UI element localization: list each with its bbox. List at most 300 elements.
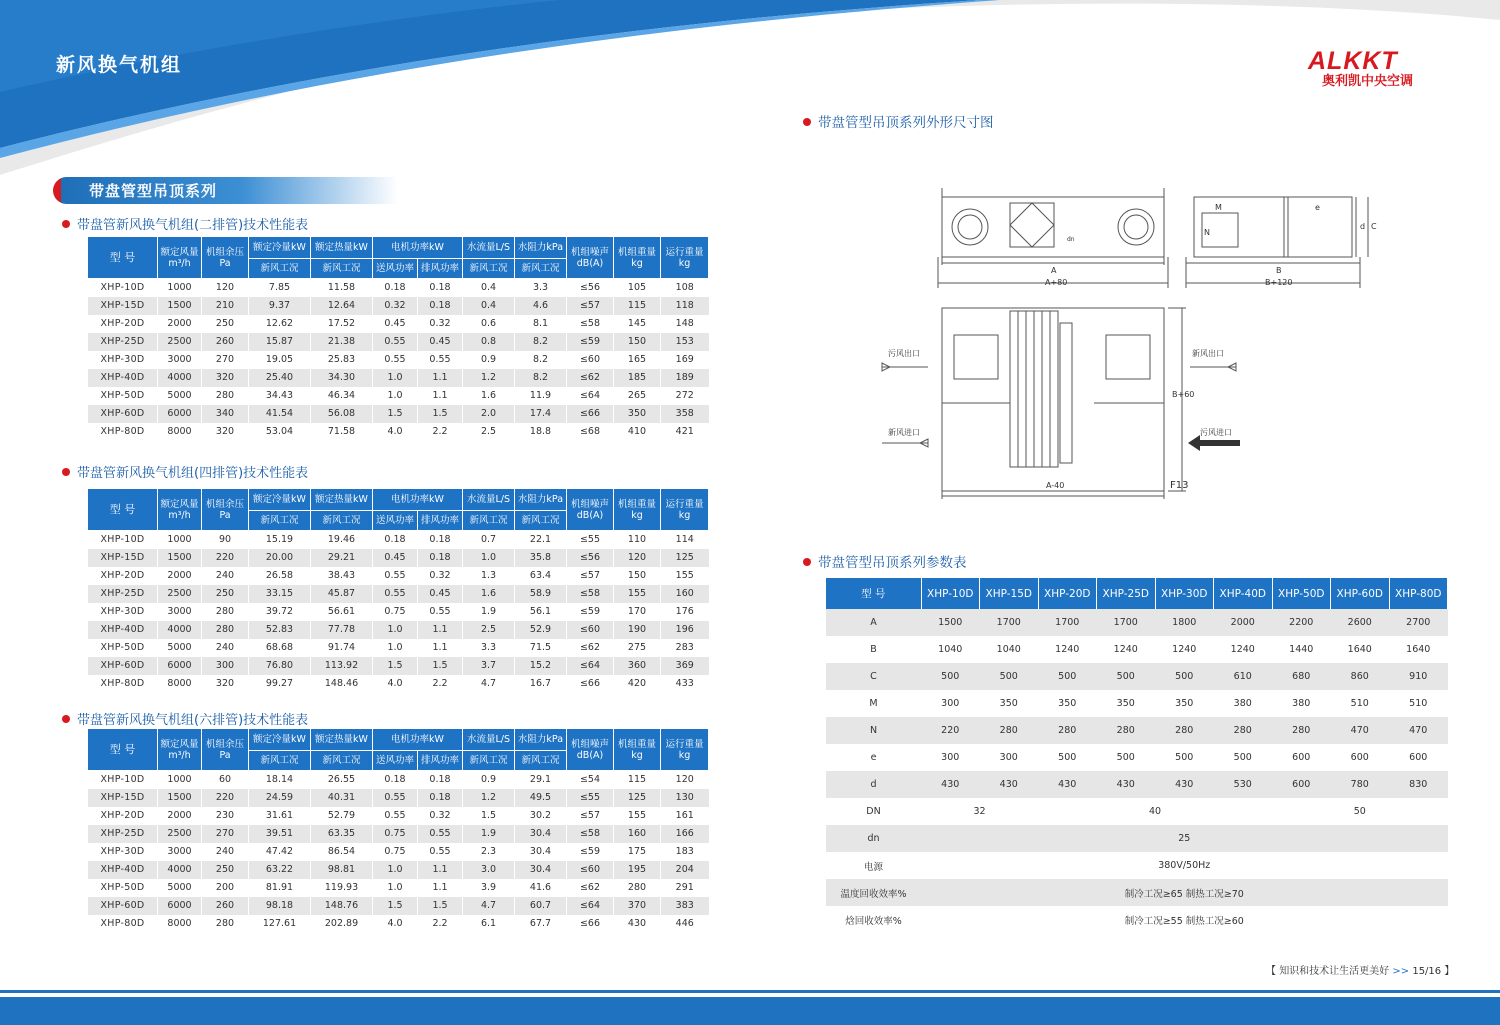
table-cell: 0.18	[418, 789, 463, 807]
table-cell: 170	[614, 603, 661, 621]
params-cell: 430	[980, 771, 1039, 798]
table-cell: ≤68	[567, 423, 614, 441]
table-row	[88, 351, 709, 369]
table-cell: 5000	[158, 387, 202, 405]
header-motor: 电机功率kW	[373, 729, 463, 751]
table-cell: 6000	[158, 405, 202, 423]
header-water-flow: 水流量L/S	[463, 489, 515, 511]
params-cell: 430	[921, 771, 980, 798]
table-cell: 119.93	[311, 879, 373, 897]
dim-label-m: M	[1215, 203, 1222, 212]
bullet-dot-icon	[62, 715, 70, 723]
table-cell: 60.7	[515, 897, 567, 915]
table-cell: 2500	[158, 585, 202, 603]
table-cell: 3.3	[515, 279, 567, 297]
table-cell: 1.5	[373, 405, 418, 423]
table-cell: 0.45	[418, 585, 463, 603]
table-cell: 127.61	[249, 915, 311, 933]
table-row	[88, 861, 709, 879]
params-cell: 380	[1214, 690, 1273, 717]
header-weight: 机组重量 kg	[614, 729, 661, 771]
table-cell: 130	[661, 789, 709, 807]
params-cell: 430	[1038, 771, 1097, 798]
table-cell: 9.37	[249, 297, 311, 315]
table-cell: XHP-80D	[88, 915, 158, 933]
table-cell: 41.54	[249, 405, 311, 423]
fresh-out-arrow-icon	[1190, 363, 1236, 371]
table-cell: 148.76	[311, 897, 373, 915]
table-cell: 1.0	[463, 549, 515, 567]
table-cell: 1.6	[463, 387, 515, 405]
params-cell: 500	[1038, 744, 1097, 771]
table-cell: 1.0	[373, 621, 418, 639]
params-cell: 280	[1155, 717, 1214, 744]
params-cell: 2000	[1214, 609, 1273, 636]
params-cell: 280	[980, 717, 1039, 744]
table-cell: 1.1	[418, 387, 463, 405]
table-cell: 0.32	[418, 567, 463, 585]
table-cell: 0.75	[373, 843, 418, 861]
params-cell: 910	[1389, 663, 1448, 690]
params-row-dn-small	[826, 825, 1448, 852]
table-cell: 4.7	[463, 897, 515, 915]
params-cell: 40	[1038, 798, 1272, 825]
table-cell: 38.43	[311, 567, 373, 585]
table-cell: 196	[661, 621, 709, 639]
subheader-fresh: 新风工况	[311, 751, 373, 771]
table-cell: 1.1	[418, 639, 463, 657]
header-noise: 机组噪声 dB(A)	[567, 729, 614, 771]
table-cell: XHP-30D	[88, 843, 158, 861]
header-weight: 机组重量 kg	[614, 237, 661, 279]
table-cell: 0.7	[463, 531, 515, 549]
params-cell: 430	[1155, 771, 1214, 798]
table-cell: 91.74	[311, 639, 373, 657]
params-cell-label: e	[826, 744, 921, 771]
table-row	[88, 843, 709, 861]
params-cell: 1640	[1331, 636, 1390, 663]
params-cell: 500	[921, 663, 980, 690]
table-cell: 195	[614, 861, 661, 879]
table-cell: 34.30	[311, 369, 373, 387]
params-cell: 380	[1272, 690, 1331, 717]
table-cell: ≤56	[567, 279, 614, 297]
table-cell: XHP-50D	[88, 879, 158, 897]
dim-label-c: C	[1371, 222, 1377, 231]
brand-name: 奥利凯中央空调	[1322, 74, 1414, 89]
label-exhaust-out: 污风出口	[888, 349, 920, 358]
table-cell: ≤59	[567, 333, 614, 351]
params-cell-label: DN	[826, 798, 921, 825]
table-cell: 1.0	[373, 639, 418, 657]
table-cell: 160	[614, 825, 661, 843]
table-cell: XHP-30D	[88, 351, 158, 369]
params-cell-label: 温度回收效率%	[826, 879, 921, 906]
params-cell: 830	[1389, 771, 1448, 798]
table-cell: ≤64	[567, 387, 614, 405]
table-row	[88, 279, 709, 297]
table-cell: ≤58	[567, 315, 614, 333]
params-cell: 500	[1038, 663, 1097, 690]
params-cell: 1240	[1214, 636, 1273, 663]
table-cell: ≤54	[567, 771, 614, 789]
header-water-flow: 水流量L/S	[463, 237, 515, 259]
table-row	[88, 387, 709, 405]
table-cell: ≤66	[567, 915, 614, 933]
table-cell: 145	[614, 315, 661, 333]
table-cell: XHP-60D	[88, 405, 158, 423]
table-cell: 2000	[158, 567, 202, 585]
params-row	[826, 771, 1448, 798]
footer-arrows: >>	[1392, 966, 1410, 977]
table-row	[88, 639, 709, 657]
table-cell: 17.4	[515, 405, 567, 423]
table-cell: 4.7	[463, 675, 515, 693]
header-water-resist: 水阻力kPa	[515, 729, 567, 751]
table-cell: ≤66	[567, 675, 614, 693]
table-cell: 0.45	[373, 315, 418, 333]
table-cell: 39.51	[249, 825, 311, 843]
subheading-text: 带盘管新风换气机组(二排管)技术性能表	[77, 218, 309, 233]
top-view-body	[942, 197, 1164, 257]
table-cell: 81.91	[249, 879, 311, 897]
table-cell: 1.5	[418, 657, 463, 675]
header-heating: 额定热量kW	[311, 489, 373, 511]
header-heating: 额定热量kW	[311, 237, 373, 259]
table-cell: 320	[202, 369, 249, 387]
table-cell: 53.04	[249, 423, 311, 441]
table-cell: 8.2	[515, 351, 567, 369]
table-cell: ≤58	[567, 585, 614, 603]
table-cell: 160	[661, 585, 709, 603]
header-water-resist: 水阻力kPa	[515, 489, 567, 511]
table-cell: 430	[614, 915, 661, 933]
table-cell: 166	[661, 825, 709, 843]
table-cell: 56.08	[311, 405, 373, 423]
exhaust-out-arrow-icon	[882, 363, 928, 371]
table-cell: 240	[202, 567, 249, 585]
spec-table-four-row	[87, 488, 709, 693]
dim-label-b-plus: B+120	[1265, 278, 1293, 287]
table-cell: XHP-60D	[88, 657, 158, 675]
table-cell: 77.78	[311, 621, 373, 639]
page-number: 15/16	[1412, 966, 1442, 977]
table-cell: 6.1	[463, 915, 515, 933]
table-cell: 148.46	[311, 675, 373, 693]
table-cell: 39.72	[249, 603, 311, 621]
header-pressure: 机组余压 Pa	[202, 489, 249, 531]
table-cell: 71.58	[311, 423, 373, 441]
table-cell: 0.55	[418, 825, 463, 843]
header-noise: 机组噪声 dB(A)	[567, 237, 614, 279]
table-cell: 0.55	[373, 789, 418, 807]
params-cell: 500	[1097, 663, 1156, 690]
table-row	[88, 531, 709, 549]
dim-label-a-minus: A-40	[1046, 481, 1065, 490]
table-cell: 183	[661, 843, 709, 861]
params-table	[826, 578, 1448, 933]
exhaust-in-arrow-icon	[1188, 435, 1240, 451]
table-cell: 1.0	[373, 879, 418, 897]
table-cell: 410	[614, 423, 661, 441]
table-cell: XHP-20D	[88, 567, 158, 585]
table-cell: 2500	[158, 825, 202, 843]
table-cell: ≤64	[567, 657, 614, 675]
table-cell: 0.45	[373, 549, 418, 567]
table-cell: 98.81	[311, 861, 373, 879]
table-cell: XHP-15D	[88, 789, 158, 807]
table-row	[88, 771, 709, 789]
table-cell: 0.18	[373, 279, 418, 297]
table-cell: ≤57	[567, 807, 614, 825]
table-cell: 30.4	[515, 861, 567, 879]
table-cell: 115	[614, 297, 661, 315]
table-cell: 52.9	[515, 621, 567, 639]
table-cell: 280	[614, 879, 661, 897]
subheader-fresh: 新风工况	[249, 511, 311, 531]
table-cell: 11.9	[515, 387, 567, 405]
table-row	[88, 603, 709, 621]
table-cell: XHP-40D	[88, 861, 158, 879]
table-row	[88, 297, 709, 315]
table-row	[88, 369, 709, 387]
params-cell: 780	[1331, 771, 1390, 798]
params-cell: 1700	[980, 609, 1039, 636]
table-cell: 369	[661, 657, 709, 675]
table-cell: XHP-15D	[88, 549, 158, 567]
params-row	[826, 717, 1448, 744]
params-cell-label: d	[826, 771, 921, 798]
subheading-two-row	[62, 214, 308, 233]
header-pressure: 机组余压 Pa	[202, 237, 249, 279]
params-header-model-col: XHP-10D	[921, 578, 980, 609]
table-cell: 120	[202, 279, 249, 297]
table-cell: 189	[661, 369, 709, 387]
table-cell: 4.0	[373, 423, 418, 441]
table-cell: ≤62	[567, 369, 614, 387]
params-cell: 430	[1097, 771, 1156, 798]
table-cell: XHP-15D	[88, 297, 158, 315]
params-cell: 280	[1038, 717, 1097, 744]
table-cell: 56.61	[311, 603, 373, 621]
header-run-weight: 运行重量 kg	[661, 489, 709, 531]
table-cell: 0.55	[373, 585, 418, 603]
params-header-row	[826, 578, 1448, 609]
table-cell: 4000	[158, 369, 202, 387]
table-cell: 49.5	[515, 789, 567, 807]
table-cell: 2000	[158, 807, 202, 825]
table-row	[88, 675, 709, 693]
table-cell: 113.92	[311, 657, 373, 675]
table-cell: 280	[202, 387, 249, 405]
table-cell: 0.18	[373, 771, 418, 789]
params-row-temp-eff	[826, 879, 1448, 906]
params-row	[826, 663, 1448, 690]
table-cell: ≤57	[567, 567, 614, 585]
table-cell: 421	[661, 423, 709, 441]
table-cell: 2000	[158, 315, 202, 333]
dim-label-e: e	[1315, 203, 1320, 212]
params-row	[826, 609, 1448, 636]
subheader-exhaust: 排风功率	[418, 751, 463, 771]
table-cell: 3000	[158, 843, 202, 861]
table-cell: 118	[661, 297, 709, 315]
table-cell: 1000	[158, 279, 202, 297]
subheader-supply: 送风功率	[373, 751, 418, 771]
table-cell: 1.9	[463, 825, 515, 843]
table-cell: 230	[202, 807, 249, 825]
table-cell: XHP-40D	[88, 621, 158, 639]
header-run-weight: 运行重量 kg	[661, 729, 709, 771]
table-cell: 52.83	[249, 621, 311, 639]
table-cell: 108	[661, 279, 709, 297]
params-row-power	[826, 852, 1448, 879]
table-cell: 3000	[158, 603, 202, 621]
table-cell: 176	[661, 603, 709, 621]
subheader-fresh: 新风工况	[463, 751, 515, 771]
header-model: 型 号	[88, 489, 158, 531]
table-cell: 1.1	[418, 621, 463, 639]
params-cell-label: dn	[826, 825, 921, 852]
params-cell: 1040	[921, 636, 980, 663]
header-cooling: 额定冷量kW	[249, 729, 311, 751]
table-cell: 20.00	[249, 549, 311, 567]
table-cell: 340	[202, 405, 249, 423]
table-cell: 0.8	[463, 333, 515, 351]
table-row	[88, 423, 709, 441]
table-cell: 31.61	[249, 807, 311, 825]
header-heating: 额定热量kW	[311, 729, 373, 751]
subheading-text: 带盘管新风换气机组(六排管)技术性能表	[77, 713, 309, 728]
table-cell: 125	[614, 789, 661, 807]
table-cell: 25.83	[311, 351, 373, 369]
table-cell: 63.22	[249, 861, 311, 879]
table-cell: 18.14	[249, 771, 311, 789]
params-cell: 350	[980, 690, 1039, 717]
section-banner	[53, 177, 398, 204]
table-row	[88, 825, 709, 843]
table-cell: 190	[614, 621, 661, 639]
table-row	[88, 915, 709, 933]
table-cell: 1.5	[418, 405, 463, 423]
table-cell: 150	[614, 333, 661, 351]
table-cell: 19.05	[249, 351, 311, 369]
table-cell: 320	[202, 675, 249, 693]
table-cell: 155	[614, 807, 661, 825]
table-cell: XHP-60D	[88, 897, 158, 915]
table-cell: 24.59	[249, 789, 311, 807]
table-cell: 433	[661, 675, 709, 693]
table-cell: 2.2	[418, 915, 463, 933]
spec-table-two-row	[87, 236, 709, 441]
table-cell: 2.2	[418, 423, 463, 441]
table-row	[88, 549, 709, 567]
table-cell: 1500	[158, 789, 202, 807]
params-header-model-col: XHP-50D	[1272, 578, 1331, 609]
header-cooling: 额定冷量kW	[249, 237, 311, 259]
params-cell: 1800	[1155, 609, 1214, 636]
table-cell: 250	[202, 861, 249, 879]
table-cell: 275	[614, 639, 661, 657]
table-cell: 280	[202, 621, 249, 639]
table-cell: 5000	[158, 879, 202, 897]
params-cell: 350	[1155, 690, 1214, 717]
table-cell: 0.18	[418, 549, 463, 567]
table-cell: 1.2	[463, 369, 515, 387]
params-cell: 500	[1097, 744, 1156, 771]
params-cell: 1240	[1097, 636, 1156, 663]
params-header-model-col: XHP-25D	[1097, 578, 1156, 609]
table-cell: 41.6	[515, 879, 567, 897]
fresh-in-arrow-icon	[882, 439, 928, 447]
table-cell: 0.45	[418, 333, 463, 351]
params-cell: 300	[980, 744, 1039, 771]
table-cell: 2500	[158, 333, 202, 351]
table-cell: 0.75	[373, 603, 418, 621]
table-cell: 1500	[158, 297, 202, 315]
table-cell: XHP-25D	[88, 825, 158, 843]
table-row	[88, 585, 709, 603]
table-cell: 99.27	[249, 675, 311, 693]
table-cell: XHP-20D	[88, 315, 158, 333]
params-header-model-col: XHP-60D	[1331, 578, 1390, 609]
drawing-heading	[803, 111, 994, 131]
table-cell: 1.0	[373, 387, 418, 405]
params-cell: 1240	[1155, 636, 1214, 663]
table-cell: 185	[614, 369, 661, 387]
params-cell: 610	[1214, 663, 1273, 690]
params-cell: 500	[980, 663, 1039, 690]
table-cell: 4000	[158, 621, 202, 639]
bullet-dot-icon	[62, 220, 70, 228]
table-cell: 4.0	[373, 675, 418, 693]
params-cell-label: 焓回收效率%	[826, 906, 921, 933]
subheader-supply: 送风功率	[373, 511, 418, 531]
table-cell: 250	[202, 315, 249, 333]
spec-table-six-row	[87, 728, 709, 933]
table-cell: 0.55	[418, 351, 463, 369]
table-row	[88, 621, 709, 639]
params-row-dn	[826, 798, 1448, 825]
table-cell: 3.7	[463, 657, 515, 675]
table-cell: 8.2	[515, 333, 567, 351]
subheader-fresh: 新风工况	[249, 751, 311, 771]
table-cell: 220	[202, 549, 249, 567]
params-cell: 1240	[1038, 636, 1097, 663]
brand-logo-text: ALKKT	[1308, 47, 1398, 75]
subheader-supply: 送风功率	[373, 259, 418, 279]
header-model: 型 号	[88, 237, 158, 279]
footer-slogan-text: 知识和技术让生活更美好	[1279, 966, 1390, 977]
table-cell: ≤55	[567, 531, 614, 549]
table-cell: 2.5	[463, 423, 515, 441]
side-view-body	[1194, 197, 1288, 257]
table-cell: 2.0	[463, 405, 515, 423]
table-cell: 148	[661, 315, 709, 333]
table-cell: XHP-25D	[88, 333, 158, 351]
subheader-fresh: 新风工况	[463, 511, 515, 531]
table-cell: 0.55	[373, 351, 418, 369]
table-cell: 240	[202, 639, 249, 657]
table-cell: 0.18	[418, 279, 463, 297]
table-cell: 0.18	[418, 771, 463, 789]
table-cell: 358	[661, 405, 709, 423]
header-model: 型 号	[88, 729, 158, 771]
table-cell: 320	[202, 423, 249, 441]
subheader-fresh: 新风工况	[463, 259, 515, 279]
params-cell: 600	[1272, 744, 1331, 771]
table-cell: 30.2	[515, 807, 567, 825]
